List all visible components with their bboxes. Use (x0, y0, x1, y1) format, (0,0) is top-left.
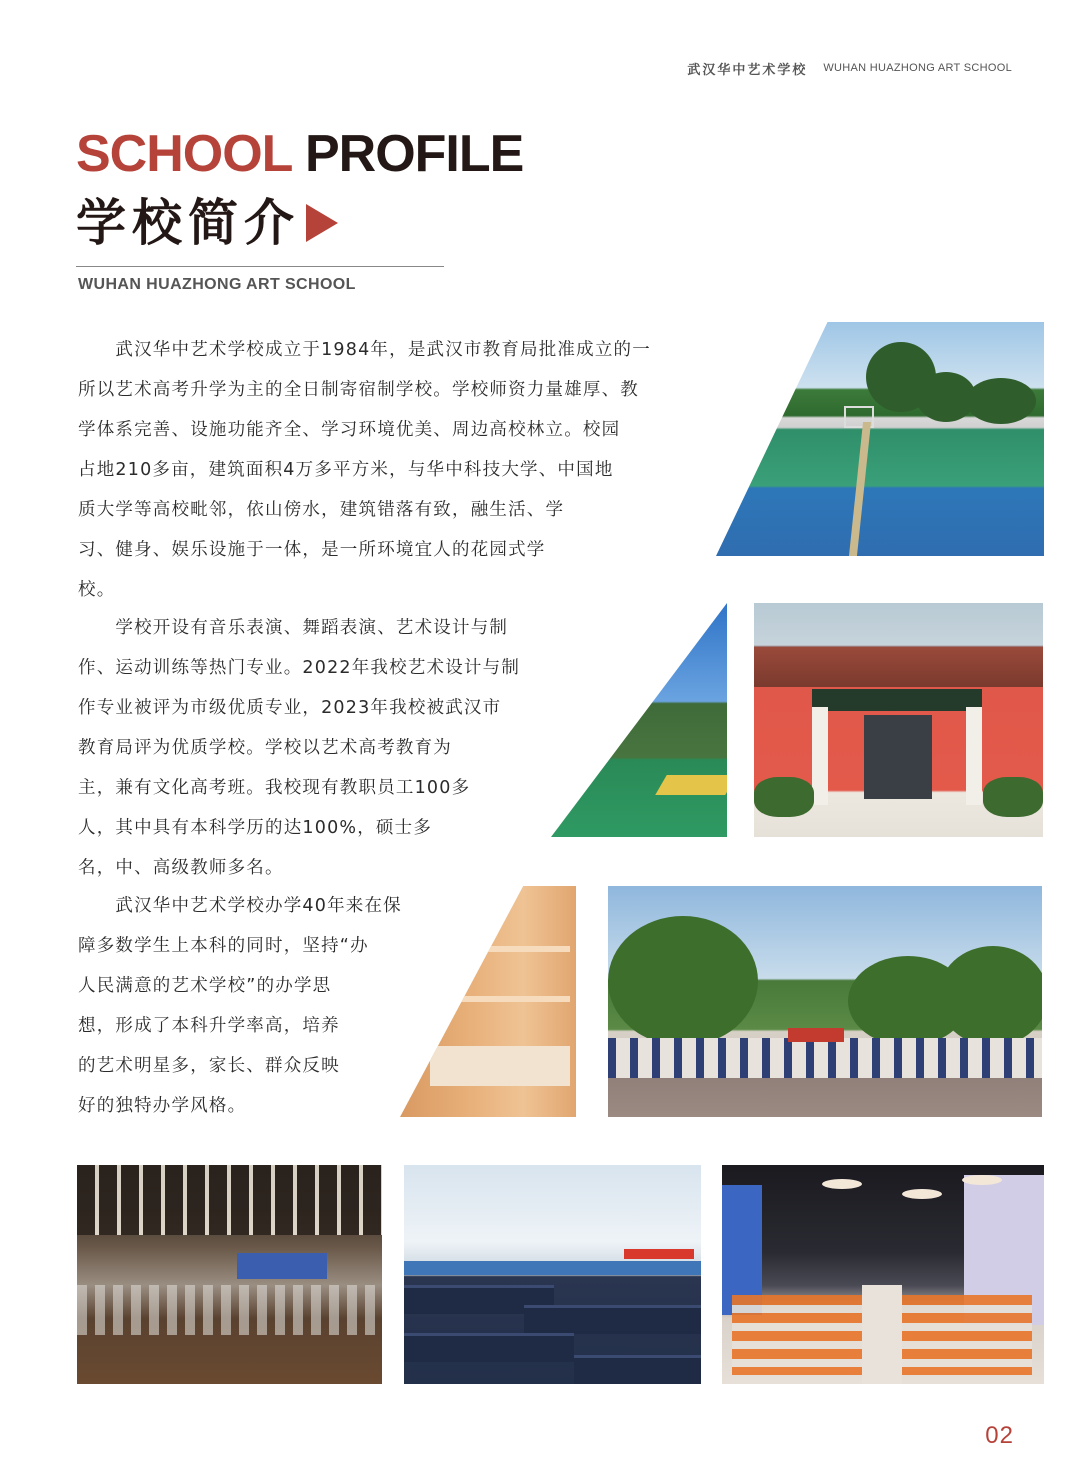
paragraph-line: 主，兼有文化高考班。我校现有教职员工100多 (78, 778, 471, 798)
play-arrow-icon (306, 204, 338, 242)
paragraph-line: 教育局评为优质学校。学校以艺术高考教育为 (78, 738, 452, 758)
photo-music-hall (722, 1165, 1044, 1384)
page-number: 02 (985, 1422, 1014, 1449)
paragraph-line: 学体系完善、设施功能齐全、学习环境优美、周边高校林立。校园 (78, 420, 621, 440)
paragraph-line: 习、健身、娱乐设施于一体，是一所环境宜人的花园式学 (78, 540, 546, 560)
running-head (687, 58, 1012, 78)
photo-library-building (754, 603, 1043, 837)
photo-campus-building (608, 886, 1042, 1117)
running-head-school-cn: 武汉华中艺术学校 (687, 62, 808, 78)
paragraph-line: 作、运动训练等热门专业。2022年我校艺术设计与制 (78, 658, 521, 678)
paragraph-line: 作专业被评为市级优质专业，2023年我校被武汉市 (78, 698, 502, 718)
title-divider (76, 266, 444, 267)
paragraph-line: 人，其中具有本科学历的达100%，硕士多 (78, 818, 433, 838)
photo-playground (551, 603, 727, 837)
paragraph-line: 占地210多亩，建筑面积4万多平方米，与华中科技大学、中国地 (78, 460, 614, 480)
paragraph-line: 学校开设有音乐表演、舞蹈表演、艺术设计与制 (78, 618, 509, 638)
page-subtitle: WUHAN HUAZHONG ART SCHOOL (78, 276, 356, 293)
paragraph-line: 名，中、高级教师多名。 (78, 858, 284, 878)
page-title-en (76, 122, 523, 186)
photo-dormitory (400, 886, 576, 1117)
photo-lecture-hall (77, 1165, 382, 1384)
paragraph-line: 障多数学生上本科的同时，坚持“办 (78, 936, 369, 956)
title-word-school: SCHOOL (76, 125, 292, 183)
paragraph-2 (78, 608, 520, 888)
photo-sports-court (716, 322, 1044, 556)
page-title-cn (76, 192, 338, 254)
paragraph-line: 想，形成了本科升学率高，培养 (78, 1016, 340, 1036)
paragraph-line: 校。 (78, 580, 116, 600)
paragraph-line: 人民满意的艺术学校”的办学思 (78, 976, 332, 996)
paragraph-line: 武汉华中艺术学校办学40年来在保 (78, 896, 402, 916)
photo-piano-classroom (404, 1165, 701, 1384)
title-cn-text: 学校简介 (76, 194, 300, 252)
paragraph-line: 好的独特办学风格。 (78, 1096, 247, 1116)
paragraph-line: 质大学等高校毗邻，依山傍水，建筑错落有致，融生活、学 (78, 500, 565, 520)
paragraph-line: 的艺术明星多，家长、群众反映 (78, 1056, 340, 1076)
title-word-profile: PROFILE (304, 125, 524, 183)
paragraph-3 (78, 886, 402, 1126)
paragraph-line: 武汉华中艺术学校成立于1984年，是武汉市教育局批准成立的一 (78, 340, 651, 360)
paragraph-1 (78, 330, 651, 610)
paragraph-line: 所以艺术高考升学为主的全日制寄宿制学校。学校师资力量雄厚、教 (78, 380, 639, 400)
running-head-school-en: WUHAN HUAZHONG ART SCHOOL (823, 62, 1012, 74)
